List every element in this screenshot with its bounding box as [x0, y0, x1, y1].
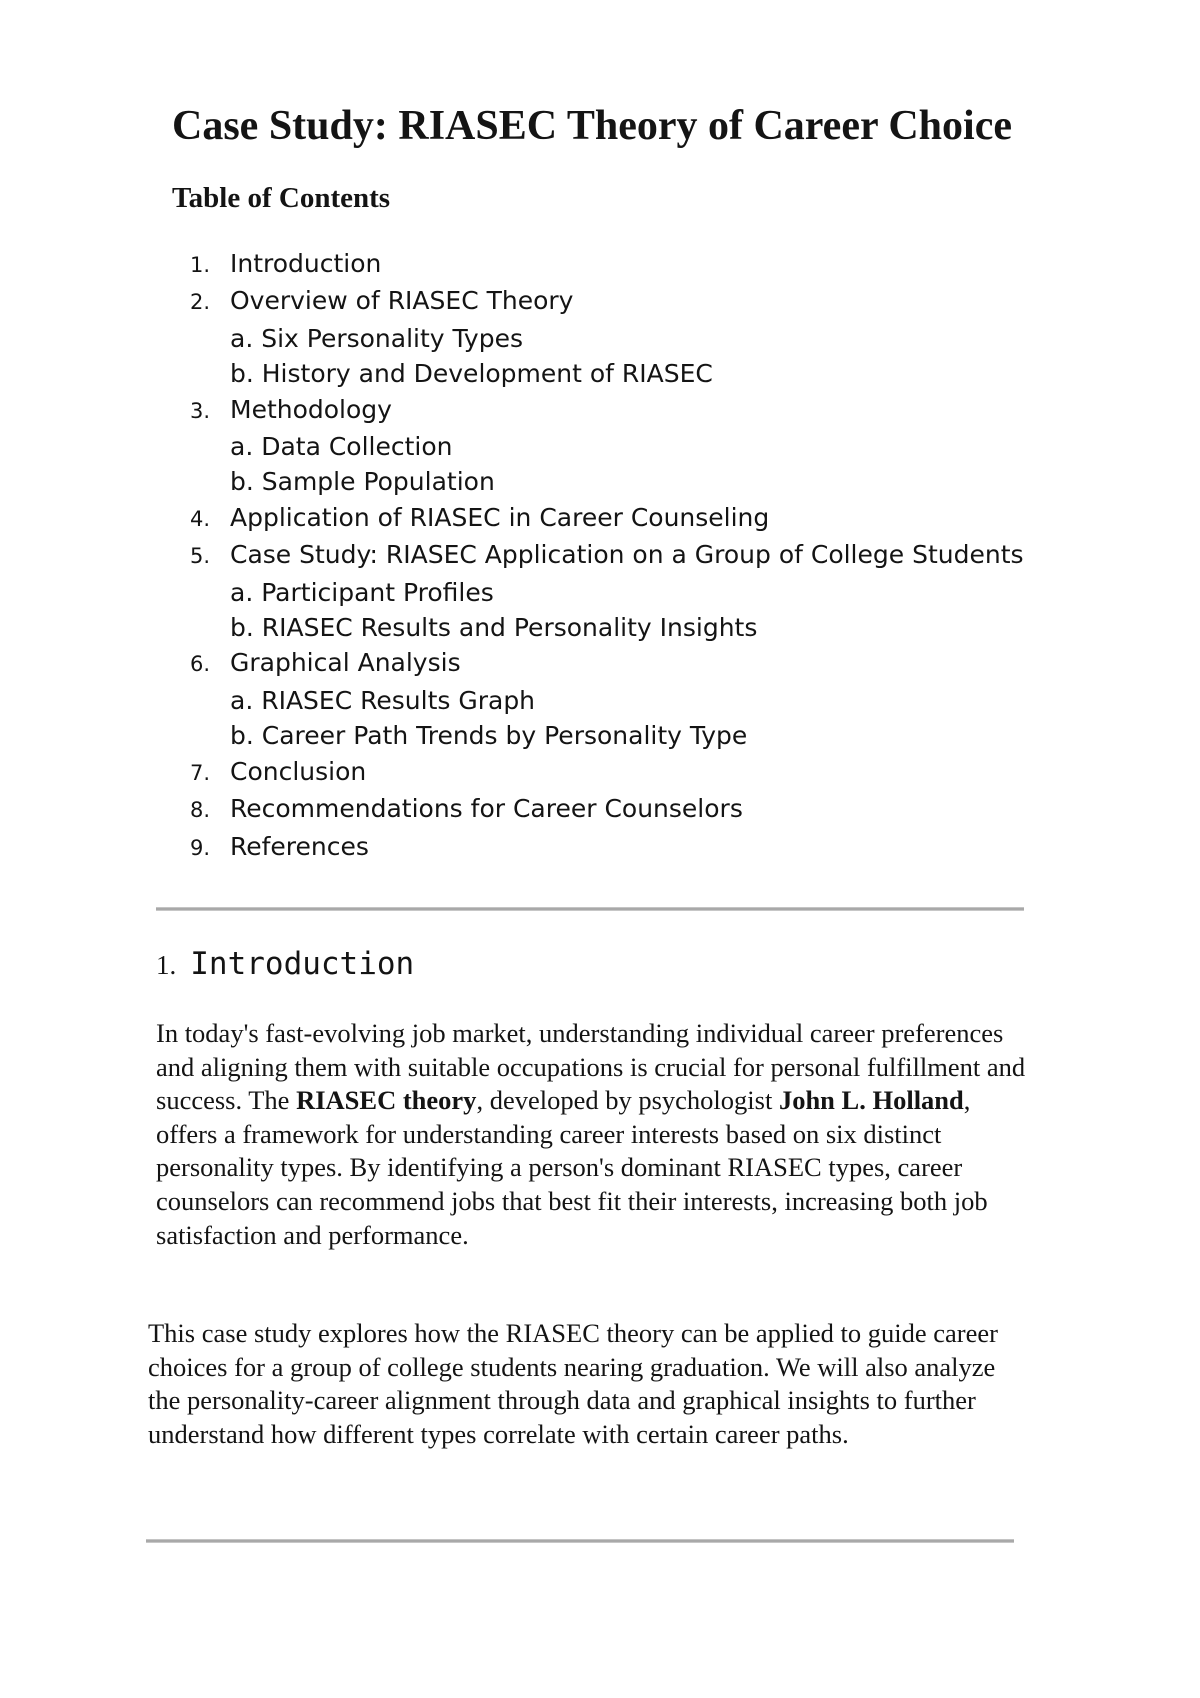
toc-item-label: a. RIASEC Results Graph [230, 685, 536, 715]
toc-item-label: a. Six Personality Types [230, 323, 523, 353]
toc-item-number: 3. [190, 398, 211, 423]
paragraph-text: , offers a framework for understanding career interests based on six distinct personality types. By identifying a person's dominant RIASEC types, career counselors can recommend jobs that best fit their interests, increasing both job satisfaction and performance. [156, 1085, 988, 1250]
toc-subitem [190, 575, 1024, 610]
paragraph-text: In today's fast-evolving job market, understanding individual career preferences and aligning them with suitable occupations is crucial for personal fulfillment and success. The [156, 1018, 1026, 1116]
toc-item [190, 829, 1024, 866]
toc-item-number: 1. [190, 253, 211, 277]
bold-term-john-holland: John L. Holland [778, 1085, 964, 1116]
toc-item [190, 537, 1024, 574]
toc-subitem [190, 683, 1024, 718]
toc-item [190, 754, 1024, 791]
toc-subitem [190, 356, 1024, 391]
toc-item-label: a. Data Collection [230, 432, 453, 462]
toc-item-number: 5. [190, 544, 211, 569]
toc-item-number: 4. [190, 506, 211, 531]
toc-item-label: Overview of RIASEC Theory [230, 286, 574, 316]
toc-heading: Table of Contents [172, 182, 391, 214]
toc-item-label: Graphical Analysis [230, 648, 461, 678]
toc-item-label: Conclusion [230, 756, 367, 786]
section-number: 1. [156, 950, 177, 980]
toc-item-number: 6. [190, 652, 211, 677]
section-heading-introduction [156, 944, 414, 985]
toc-item [190, 246, 1024, 283]
toc-item-label: a. Participant Profiles [230, 577, 494, 607]
document-title: Case Study: RIASEC Theory of Career Choice [172, 103, 1012, 149]
toc-item [190, 791, 1024, 828]
toc-item-label: b. History and Development of RIASEC [230, 359, 713, 389]
toc-item-label: Case Study: RIASEC Application on a Group of College Students [230, 540, 1024, 570]
toc-item-label: b. RIASEC Results and Personality Insights [230, 613, 758, 643]
toc-item-number: 7. [190, 760, 211, 785]
toc-subitem [190, 718, 1024, 753]
intro-paragraph-1 [156, 1017, 1036, 1252]
toc-item [190, 500, 1024, 537]
toc-subitem [190, 429, 1024, 464]
toc-item-label: Methodology [230, 394, 392, 424]
toc-item-number: 9. [190, 835, 211, 860]
table-of-contents [190, 246, 1024, 866]
section-title: Introduction [190, 946, 415, 982]
intro-paragraph-2: This case study explores how the RIASEC theory can be applied to guide career choices for a group of college students nearing graduation. We will also analyze the personality-career alignment through data and graphical insights to further understand how different types correlate with certain career paths. [148, 1318, 998, 1449]
paragraph-text: , developed by psychologist [476, 1085, 779, 1116]
toc-subitem [190, 321, 1024, 356]
toc-item-label: Application of RIASEC in Career Counseling [230, 502, 770, 532]
toc-item-number: 8. [190, 798, 211, 823]
toc-item [190, 645, 1024, 682]
toc-item-label: b. Sample Population [230, 467, 495, 497]
horizontal-divider [146, 1539, 1014, 1543]
toc-item-number: 2. [190, 290, 211, 315]
bold-term-riasec-theory: RIASEC theory [296, 1085, 477, 1116]
toc-item-label: References [230, 831, 369, 861]
toc-item [190, 283, 1024, 320]
toc-item-label: b. Career Path Trends by Personality Type [230, 721, 748, 751]
toc-item [190, 392, 1024, 429]
horizontal-divider [156, 907, 1024, 911]
toc-item-label: Introduction [230, 249, 382, 278]
toc-subitem [190, 610, 1024, 645]
toc-item-label: Recommendations for Career Counselors [230, 794, 743, 824]
toc-subitem [190, 464, 1024, 499]
